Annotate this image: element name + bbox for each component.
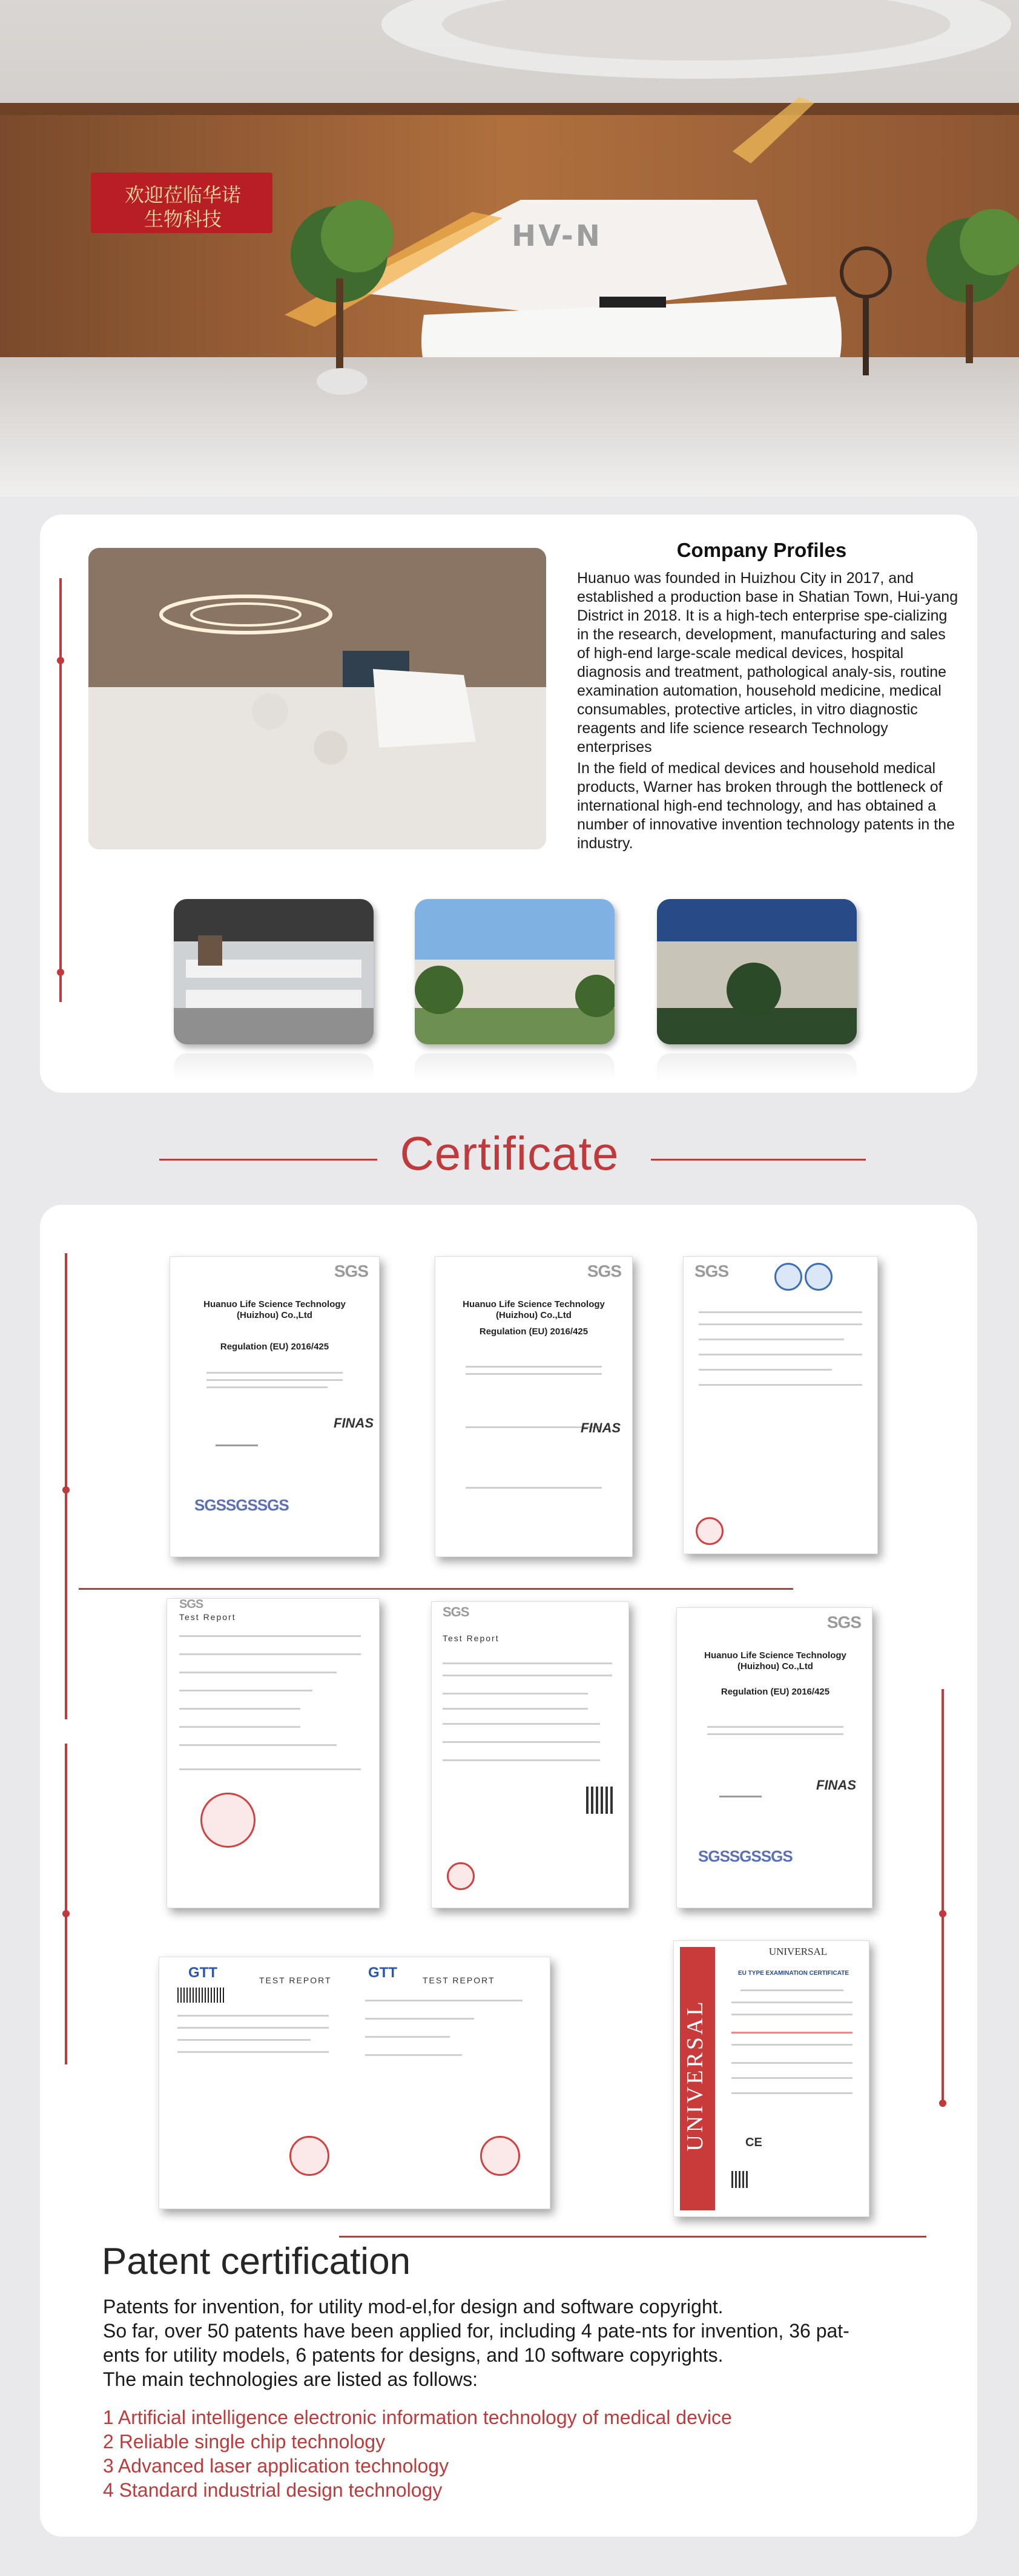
photo-reflection [415, 1053, 615, 1081]
universal-header: UNIVERSAL [768, 1946, 828, 1957]
doc-text-line [179, 1635, 361, 1637]
patent-line-4: The main technologies are listed as follows: [103, 2368, 478, 2390]
doc-text-line [731, 2062, 852, 2064]
doc-text-line [443, 1723, 600, 1725]
accreditation-badge [805, 1263, 833, 1291]
eu-type-examination-certificate [673, 1940, 869, 2217]
doc-text-line [699, 1369, 832, 1371]
doc-text-line [443, 1662, 612, 1664]
cert-sidebar-line-right [942, 1689, 944, 2107]
doc-text-line [179, 1726, 300, 1728]
cert-sidebar-dot [62, 1910, 70, 1917]
sgs-logo: SGS [826, 1613, 861, 1632]
doc-text-line [206, 1386, 328, 1388]
doc-signature [719, 1796, 762, 1797]
doc-text-line [365, 2036, 450, 2038]
heading-rule-right [651, 1159, 866, 1161]
sgs-logo: SGS [334, 1262, 368, 1280]
red-seal [447, 1862, 475, 1890]
photo-reflection [174, 1053, 374, 1081]
doc-text-line [731, 2077, 852, 2079]
doc-text-line [365, 2018, 474, 2020]
finas-logo: FINAS [581, 1420, 621, 1435]
barcode [177, 1988, 226, 2003]
certificate-doc-1 [170, 1256, 380, 1557]
sgs-logo: SGS [694, 1262, 729, 1280]
doc-regulation: Regulation (EU) 2016/425 [479, 1326, 589, 1337]
doc-text-line [179, 1690, 312, 1692]
certificate-doc-2 [435, 1256, 633, 1557]
cert-bottom-rule [339, 2236, 926, 2238]
red-seal [200, 1793, 256, 1848]
doc-text-line [443, 1693, 588, 1695]
doc-heading: TEST REPORT [423, 1975, 495, 1985]
certificate-doc-4 [167, 1598, 380, 1908]
cert-sidebar-line [65, 1744, 67, 2064]
red-seal [480, 2136, 520, 2176]
technology-item: 3 Advanced laser application technology [103, 2455, 449, 2477]
doc-company-name: Huanuo Life Science Technology (Huizhou) Co.,Ltd [203, 1299, 346, 1320]
accreditation-badge [774, 1263, 802, 1291]
photo-reflection [657, 1053, 857, 1081]
doc-regulation: Regulation (EU) 2016/425 [220, 1342, 329, 1352]
sgs-logo: SGS [587, 1262, 621, 1280]
doc-text-line [206, 1372, 343, 1374]
doc-heading: Test Report [179, 1612, 236, 1622]
finas-logo: FINAS [334, 1415, 374, 1431]
eu-cert-title: EU TYPE EXAMINATION CERTIFICATE [738, 1970, 849, 1977]
doc-text-line [179, 1744, 337, 1746]
certificate-doc-5 [431, 1601, 629, 1908]
doc-text-line [466, 1373, 602, 1375]
patent-line-2: So far, over 50 patents have been applied for, including 4 pate-nts for invention, 36 pat- [103, 2320, 849, 2342]
office-photo [174, 899, 374, 1044]
doc-heading: Test Report [443, 1633, 500, 1643]
doc-text-line [699, 1384, 862, 1386]
doc-text-line [179, 1653, 361, 1655]
doc-text-line [206, 1379, 343, 1381]
finas-logo: FINAS [816, 1777, 856, 1793]
sgs-logo: SGS [443, 1604, 469, 1619]
doc-text-line [699, 1311, 862, 1313]
sgs-strip: SGSSGSSGS [194, 1496, 289, 1514]
patent-title: Patent certification [102, 2241, 411, 2282]
doc-text-line [177, 2027, 329, 2029]
cert-sidebar-dot [939, 2100, 946, 2107]
cert-sidebar-dot [939, 1910, 946, 1917]
doc-text-line [740, 1989, 843, 1991]
red-seal [289, 2136, 329, 2176]
profile-lobby-photo [88, 548, 546, 849]
certificate-doc-6 [676, 1607, 872, 1908]
doc-text-line [177, 2051, 329, 2053]
doc-text-line [699, 1339, 844, 1340]
gtt-logo-1: GTT [188, 1965, 217, 1981]
certificate-doc-3 [683, 1256, 878, 1554]
doc-text-line [179, 1708, 300, 1710]
doc-text-line [179, 1768, 361, 1770]
technology-item: 2 Reliable single chip technology [103, 2431, 386, 2452]
hero-lobby-photo [0, 0, 1019, 496]
test-report-gtt [159, 1957, 550, 2209]
doc-text-line [365, 2000, 523, 2001]
doc-company-name: Huanuo Life Science Technology (Huizhou) Co.,Ltd [463, 1299, 605, 1320]
doc-regulation: Regulation (EU) 2016/425 [721, 1687, 830, 1697]
qr-code [731, 2171, 748, 2188]
profile-sidebar-line [59, 578, 62, 1002]
patent-line-1: Patents for invention, for utility mod-el,for design and software copyright. [103, 2296, 724, 2317]
doc-text-line [466, 1487, 602, 1489]
doc-text-line [699, 1323, 862, 1325]
doc-text-line [731, 2044, 852, 2046]
doc-text-line [177, 2015, 329, 2017]
doc-text-line [443, 1759, 600, 1761]
doc-company-name: Huanuo Life Science Technology (Huizhou) Co.,Ltd [704, 1650, 846, 1672]
building-photo-2 [657, 899, 857, 1044]
cert-sidebar-dot [62, 1486, 70, 1494]
ce-mark: CE [745, 2136, 762, 2149]
doc-text-line [707, 1726, 843, 1728]
profile-paragraph-1: Huanuo was founded in Huizhou City in 2017, and established a production base in Shatian Town, Hui-yang District in 2018. It is a high-tech enterprise spe-cializing in the research, development, manufacturing and sales of high-end large-scale medical devices, hospital diagnosis and treatment, pathological analy-sis, routine examination automation, household medicine, medical consumables, protective articles, in vitro diagnostic reagents and life science research Technology enterprises [577, 570, 958, 756]
doc-text-line [443, 1708, 588, 1710]
doc-signature [216, 1444, 258, 1446]
doc-text-line [365, 2054, 462, 2056]
doc-text-line [699, 1354, 862, 1356]
sgs-logo: SGS [179, 1598, 203, 1611]
doc-text-line [731, 2014, 852, 2015]
profile-title: Company Profiles [676, 539, 847, 561]
profile-sidebar-dot [57, 969, 64, 976]
doc-text-line [707, 1733, 843, 1735]
certificate-heading: Certificate [400, 1127, 619, 1180]
doc-text-line [179, 1672, 337, 1673]
patent-line-3: ents for utility models, 6 patents for designs, and 10 software copyrights. [103, 2344, 724, 2366]
doc-text-line [731, 2032, 852, 2034]
gtt-logo-2: GTT [368, 1965, 397, 1981]
doc-text-line [443, 1675, 612, 1676]
cert-row-rule [79, 1588, 793, 1590]
universal-band-text: UNIVERSAL [682, 1999, 708, 2152]
hero-wall-logo: HV-N [512, 219, 602, 253]
red-seal [696, 1517, 724, 1545]
doc-text-line [731, 2001, 852, 2003]
technology-item: 1 Artificial intelligence electronic information technology of medical device [103, 2406, 732, 2428]
doc-text-line [466, 1366, 602, 1368]
doc-text-line [731, 2092, 852, 2094]
qr-code [586, 1787, 613, 1814]
doc-heading: TEST REPORT [259, 1975, 332, 1985]
welcome-sign-text: 欢迎莅临华诺 生物科技 [124, 183, 241, 231]
doc-text-line [177, 2039, 311, 2041]
profile-sidebar-dot [57, 657, 64, 664]
doc-text-line [443, 1741, 600, 1743]
sgs-strip: SGSSGSSGS [698, 1847, 793, 1865]
technology-item: 4 Standard industrial design technology [103, 2479, 443, 2501]
building-photo-1 [415, 899, 615, 1044]
profile-paragraph-2: In the field of medical devices and household medical products, Warner has broken through the bottleneck of international high-end technology, and has obtained a number of innovative invention technology patents in the industry. [577, 760, 955, 852]
